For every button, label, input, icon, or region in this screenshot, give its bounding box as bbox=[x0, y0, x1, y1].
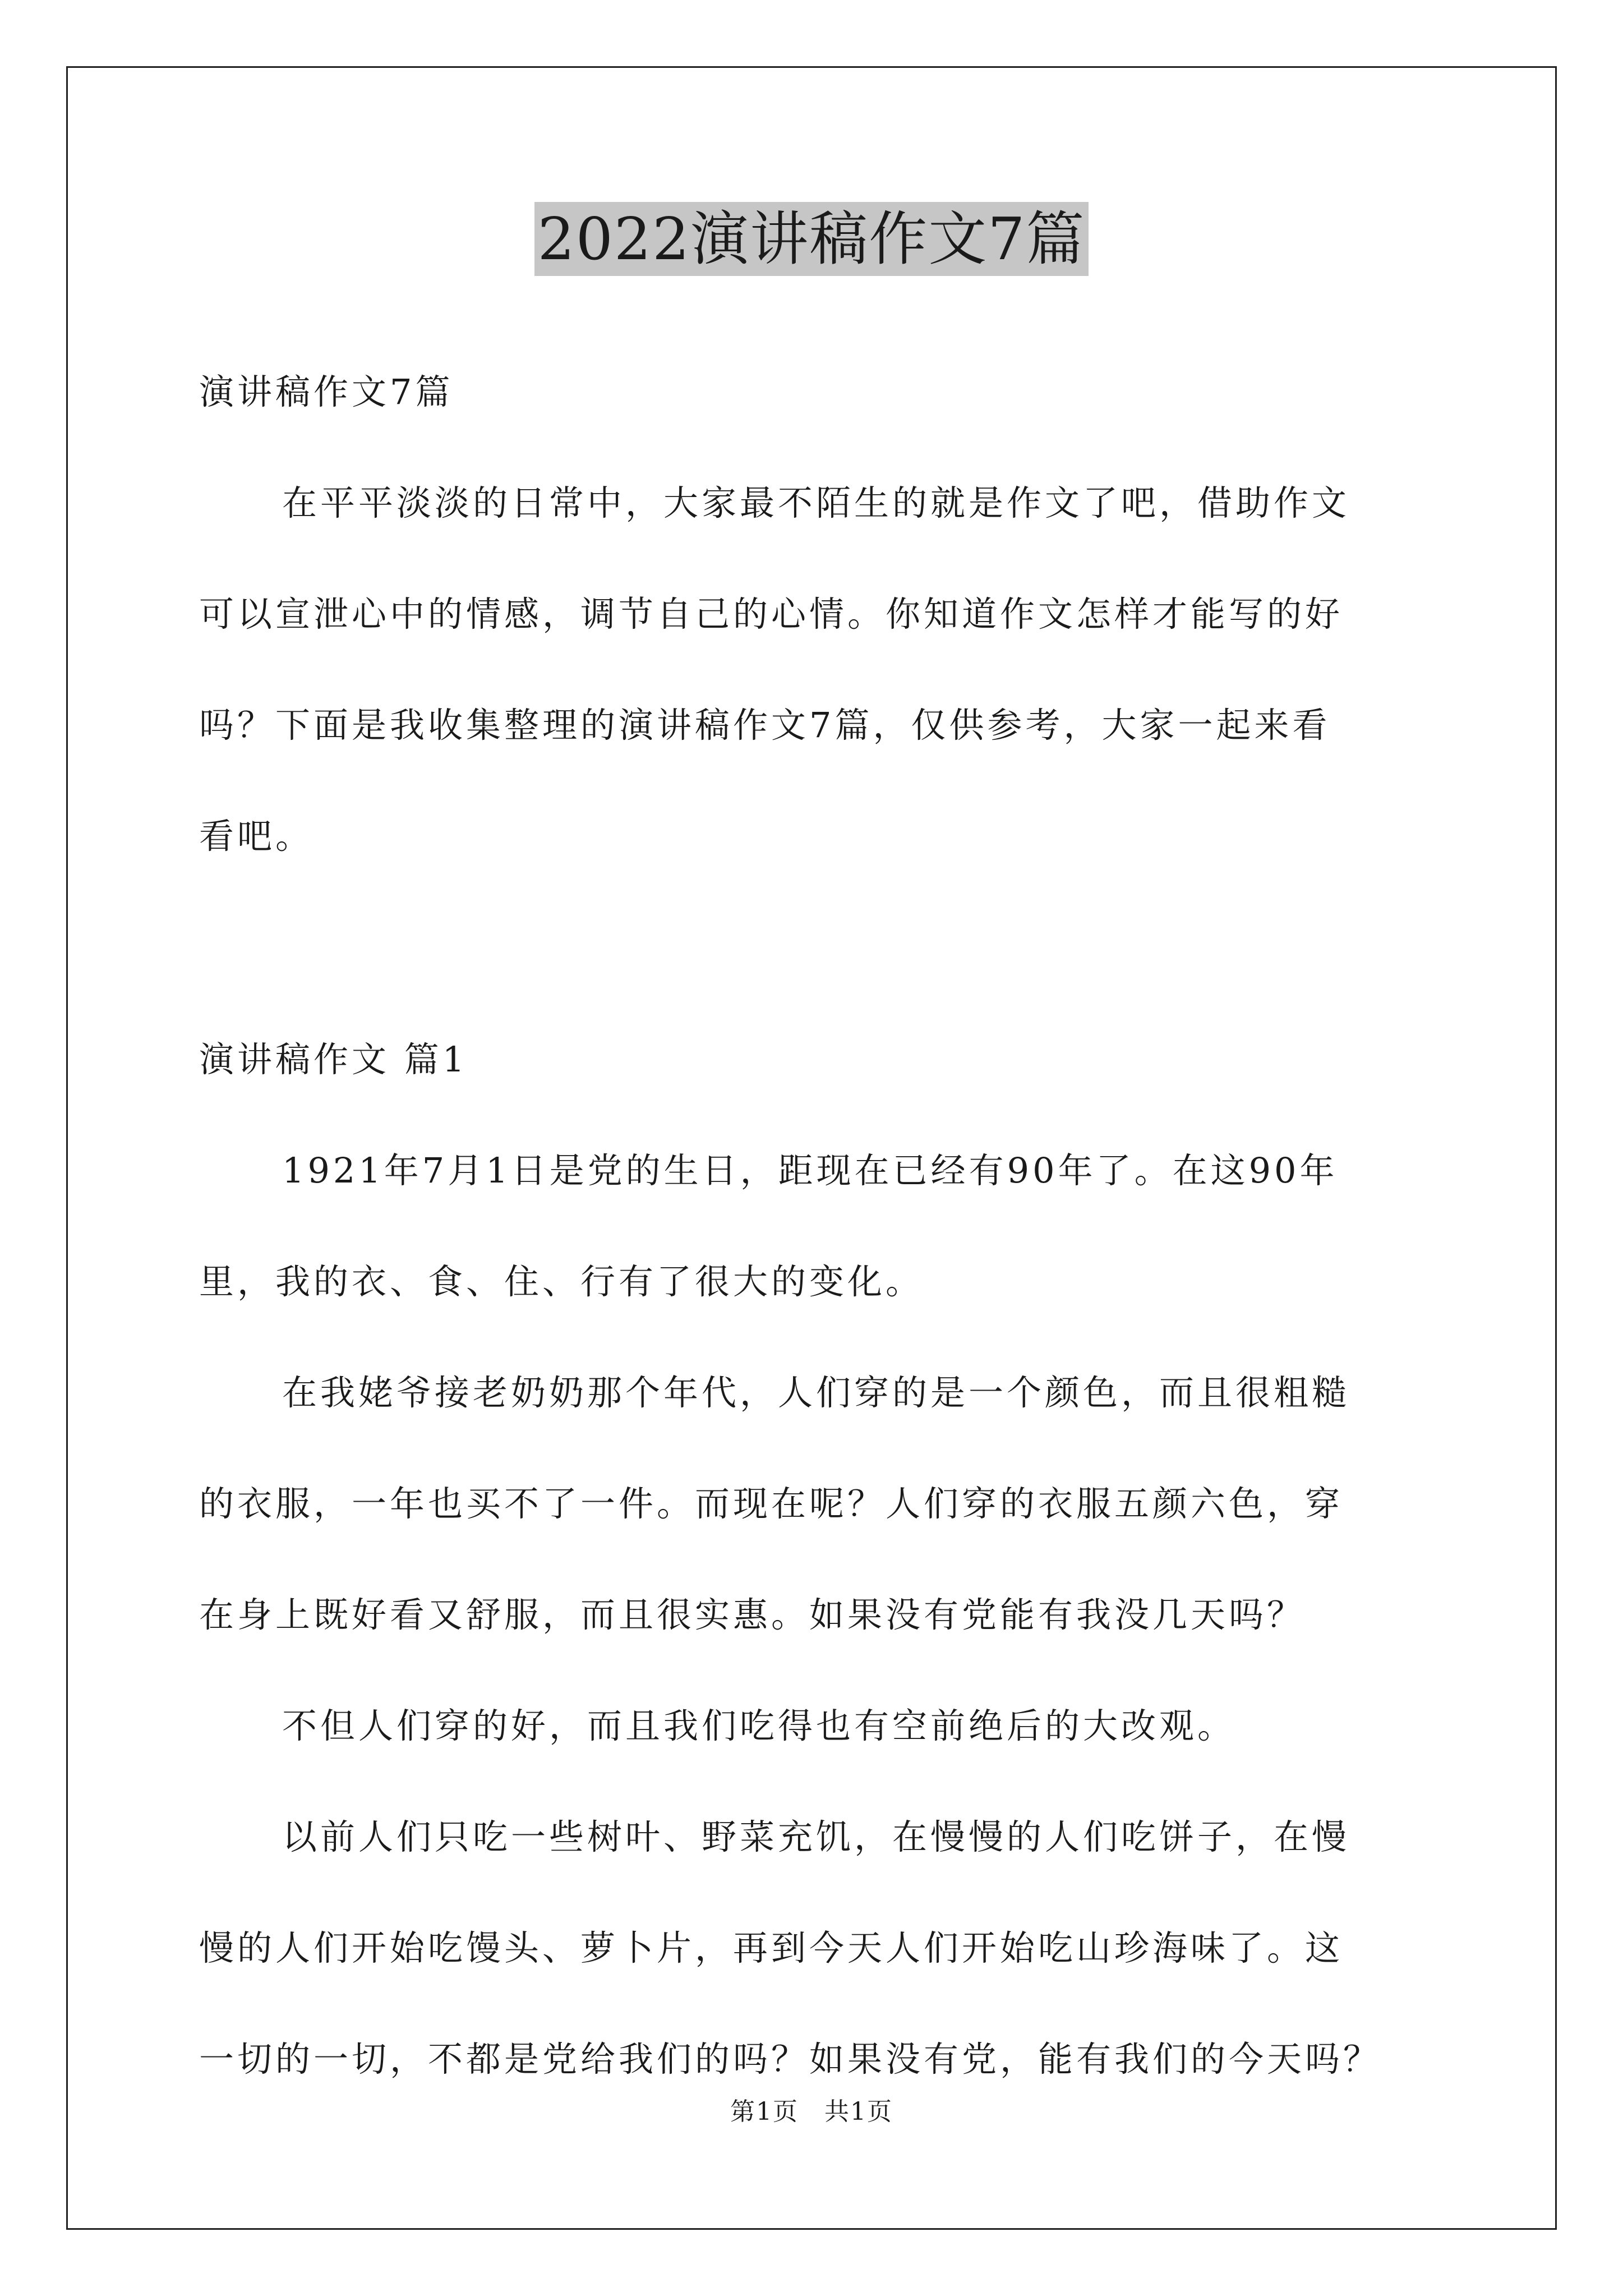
paragraph-line: 吗？下面是我收集整理的演讲稿作文7篇，仅供参考，大家一起来看 bbox=[199, 705, 1331, 746]
paragraph-line: 可以宣泄心中的情感，调节自己的心情。你知道作文怎样才能写的好 bbox=[199, 593, 1344, 634]
paragraph-line: 1921年7月1日是党的生日，距现在已经有90年了。在这90年 bbox=[282, 1150, 1338, 1191]
document-title: 2022演讲稿作文7篇 bbox=[534, 202, 1089, 276]
paragraph-2 bbox=[199, 1337, 1433, 1671]
intro-paragraph bbox=[199, 448, 1433, 892]
paragraph-3 bbox=[199, 1671, 1433, 1782]
page-footer: 第1页 共1页 bbox=[730, 2097, 893, 2126]
paragraph-line: 以前人们只吃一些树叶、野菜充饥，在慢慢的人们吃饼子，在慢 bbox=[282, 1816, 1350, 1857]
paragraph-line: 看吧。 bbox=[199, 816, 314, 857]
document-body bbox=[199, 337, 1433, 2115]
title-container bbox=[0, 202, 1623, 276]
paragraph-line: 在平平淡淡的日常中，大家最不陌生的就是作文了吧，借助作文 bbox=[282, 482, 1350, 523]
paragraph-line: 不但人们穿的好，而且我们吃得也有空前绝后的大改观。 bbox=[282, 1705, 1236, 1746]
section-gap bbox=[199, 892, 1433, 1004]
paragraph-line: 在身上既好看又舒服，而且很实惠。如果没有党能有我没几天吗？ bbox=[199, 1594, 1306, 1635]
paragraph-1 bbox=[199, 1115, 1433, 1337]
paragraph-line: 慢的人们开始吃馒头、萝卜片，再到今天人们开始吃山珍海味了。这 bbox=[199, 1927, 1344, 1968]
section-heading: 演讲稿作文 篇1 bbox=[199, 1039, 468, 1080]
paragraph-line: 在我姥爷接老奶奶那个年代，人们穿的是一个颜色，而且很粗糙 bbox=[282, 1372, 1350, 1413]
paragraph-line: 的衣服，一年也买不了一件。而现在呢？人们穿的衣服五颜六色，穿 bbox=[199, 1483, 1344, 1524]
paragraph-4 bbox=[199, 1782, 1433, 2115]
subtitle: 演讲稿作文7篇 bbox=[199, 371, 454, 412]
paragraph-line: 里，我的衣、食、住、行有了很大的变化。 bbox=[199, 1261, 924, 1302]
paragraph-line: 一切的一切，不都是党给我们的吗？如果没有党，能有我们的今天吗？ bbox=[199, 2039, 1382, 2079]
